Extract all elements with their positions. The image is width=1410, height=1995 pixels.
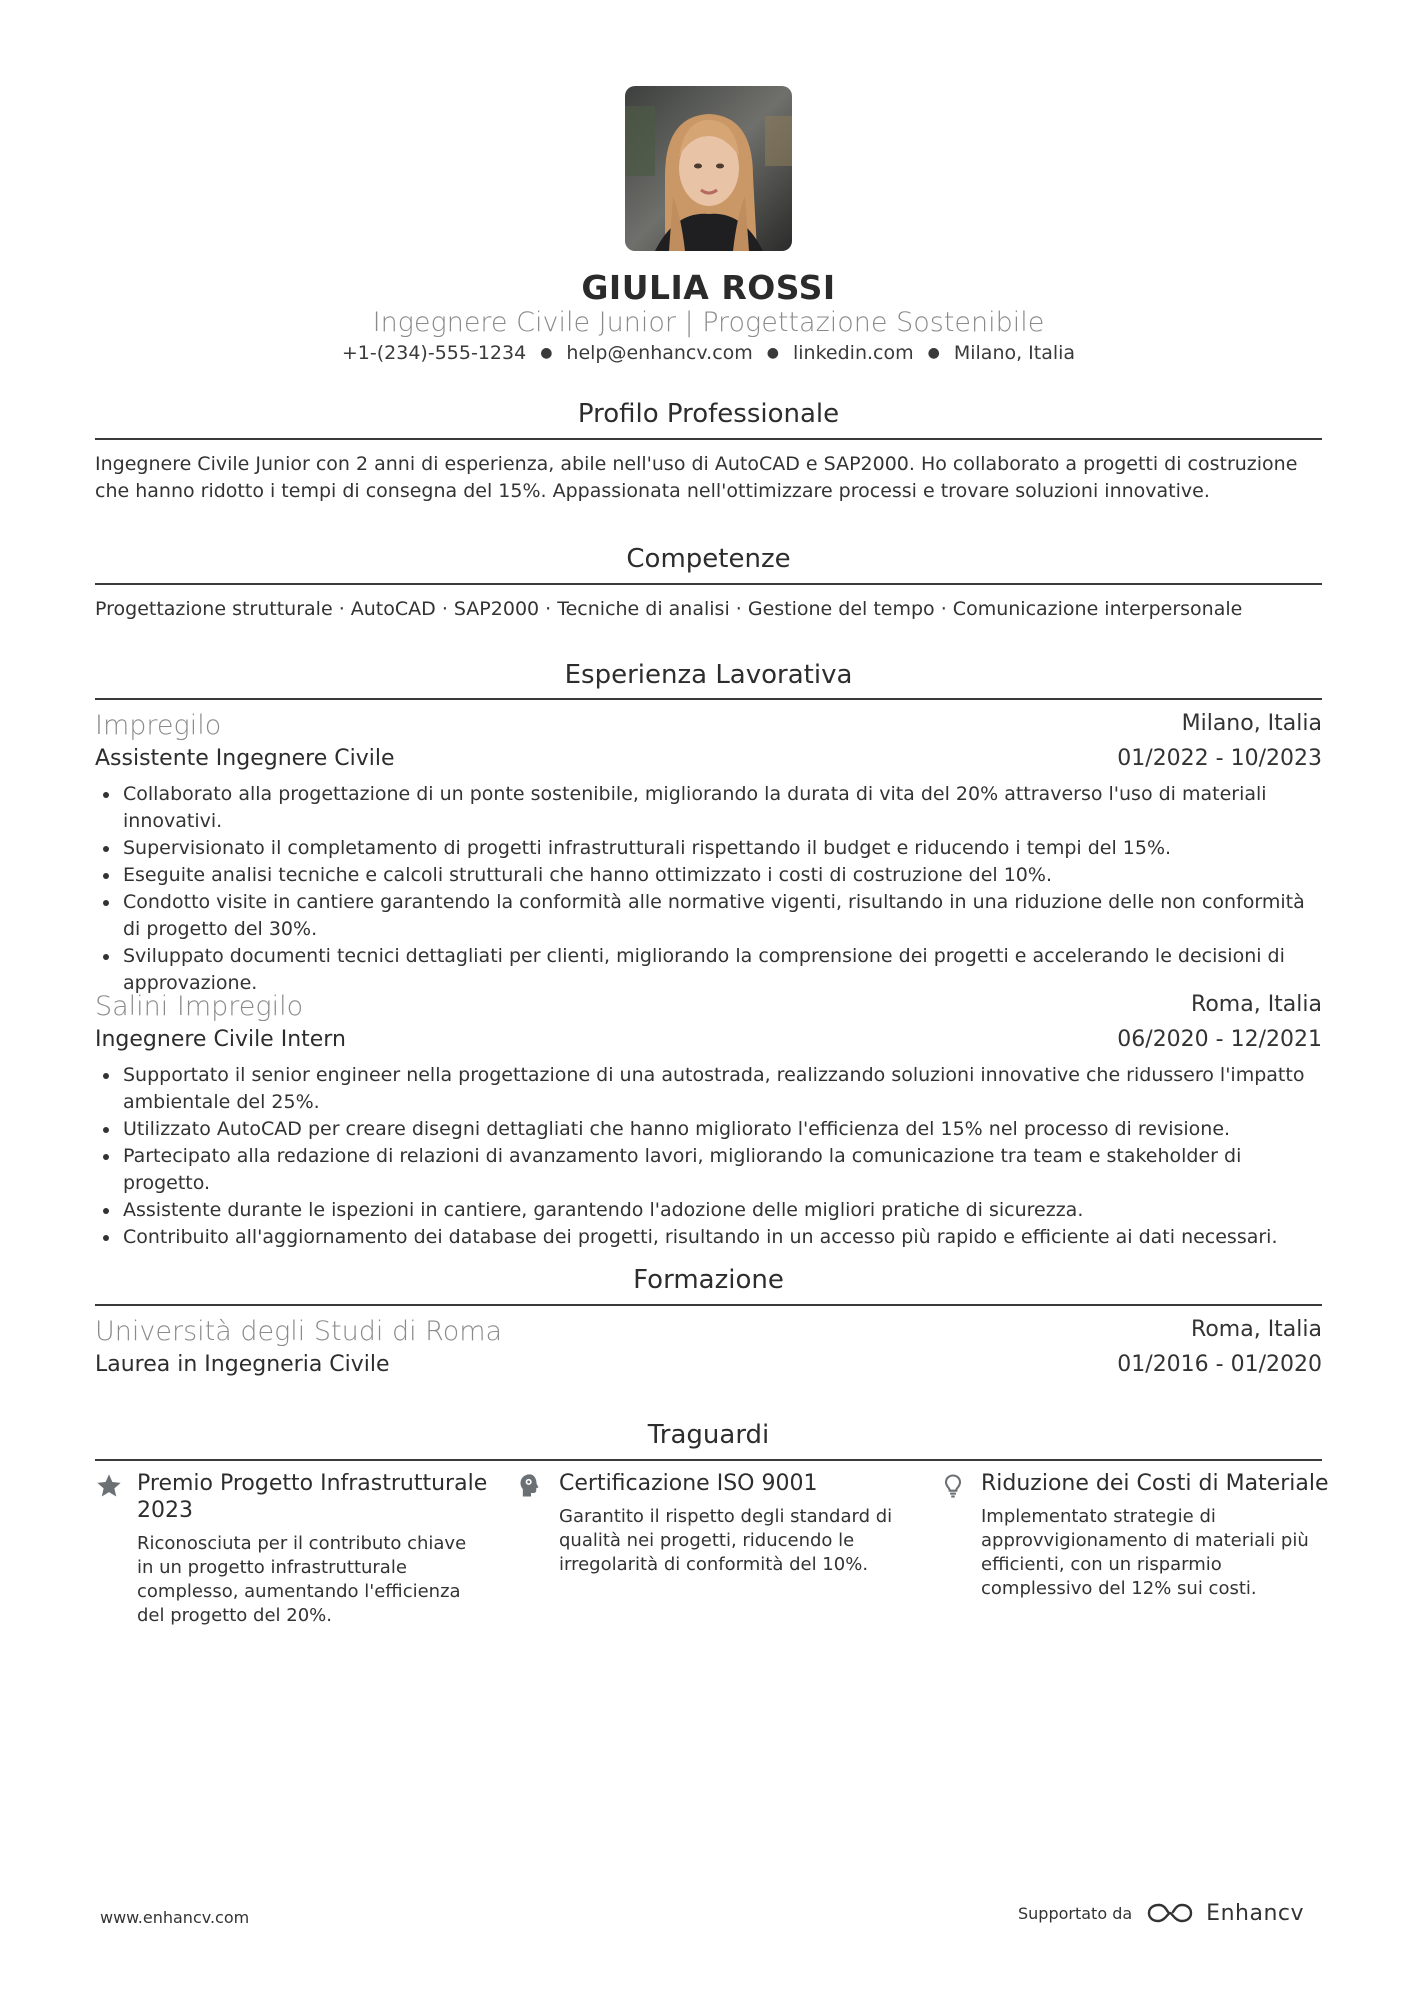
job-bullets	[95, 1062, 1322, 1251]
candidate-name: GIULIA ROSSI	[581, 268, 836, 307]
list-item: Supervisionato il completamento di progetti infrastrutturali rispettando il budget e riducendo i tempi del 15%.	[95, 835, 1322, 862]
achievement-title: Riduzione dei Costi di Materiale	[981, 1471, 1329, 1496]
section-divider	[95, 698, 1322, 700]
phone: +1-(234)-555-1234	[341, 342, 527, 364]
profile-photo	[625, 86, 792, 251]
head-brain-icon	[517, 1472, 545, 1500]
achievement-desc: Garantito il rispetto degli standard di qualità nei progetti, riducendo le irregolarità di conformità del 10%.	[559, 1506, 893, 1575]
job-dates: 06/2020 - 12/2021	[1117, 1027, 1322, 1052]
achievement-desc: Implementato strategie di approvvigionamento di materiali più efficienti, con un risparmio complessivo del 12% sui costi.	[981, 1506, 1309, 1599]
linkedin: linkedin.com	[793, 342, 914, 364]
section-title-achievements: Traguardi	[647, 1420, 770, 1450]
location: Milano, Italia	[953, 342, 1076, 364]
achievement-title: Certificazione ISO 9001	[559, 1471, 818, 1496]
resume-page	[95, 0, 1329, 1995]
footer-branding	[1018, 1900, 1304, 1926]
list-item: Assistente durante le ispezioni in cantiere, garantendo l'adozione delle migliori pratiche di sicurezza.	[95, 1197, 1322, 1224]
section-title-education: Formazione	[633, 1265, 784, 1295]
job-role: Ingegnere Civile Intern	[95, 1027, 346, 1052]
list-item: Collaborato alla progettazione di un ponte sostenibile, migliorando la durata di vita del 20% attraverso l'uso di materiali innovativi.	[95, 781, 1322, 835]
section-divider	[95, 438, 1322, 440]
list-item: Contribuito all'aggiornamento dei database dei progetti, risultando in un accesso più rapido e efficiente ai dati necessari.	[95, 1224, 1322, 1251]
contact-line	[95, 342, 1322, 364]
list-item: Condotto visite in cantiere garantendo la conformità alle normative vigenti, risultando in una riduzione delle non conformità di progetto del 30%.	[95, 889, 1322, 943]
list-item: Sviluppato documenti tecnici dettagliati per clienti, migliorando la comprensione dei progetti e accelerando le decisioni di approvazione.	[95, 943, 1322, 997]
skills-list: Progettazione strutturale · AutoCAD · SAP2000 · Tecniche di analisi · Gestione del tempo · Comunicazione interpersonale	[95, 598, 1243, 620]
job-company: Salini Impregilo	[95, 991, 304, 1022]
job-dates: 01/2022 - 10/2023	[1117, 746, 1322, 771]
star-icon	[95, 1472, 123, 1500]
email: help@enhancv.com	[566, 342, 753, 364]
job-location: Milano, Italia	[1181, 711, 1322, 736]
section-title-experience: Esperienza Lavorativa	[564, 660, 853, 690]
list-item: Supportato il senior engineer nella progettazione di una autostrada, realizzando soluzioni innovative che ridussero l'impatto ambientale del 25%.	[95, 1062, 1322, 1116]
school-location: Roma, Italia	[1191, 1317, 1322, 1342]
list-item: Utilizzato AutoCAD per creare disegni dettagliati che hanno migliorato l'efficienza del 15% nel processo di revisione.	[95, 1116, 1322, 1143]
education-dates: 01/2016 - 01/2020	[1117, 1352, 1322, 1377]
job-role: Assistente Ingegnere Civile	[95, 746, 395, 771]
section-divider	[95, 1304, 1322, 1306]
job-bullets	[95, 781, 1322, 997]
profile-summary: Ingegnere Civile Junior con 2 anni di esperienza, abile nell'uso di AutoCAD e SAP2000. Ho collaborato a progetti di costruzione che hanno ridotto i tempi di consegna del 15%. Appassionata nell'ottimizzare processi e trovare soluzioni innovative.	[95, 453, 1298, 502]
lightbulb-icon	[939, 1472, 967, 1500]
achievement-desc: Riconosciuta per il contributo chiave in un progetto infrastrutturale complesso, aumentando l'efficienza del progetto del 20%.	[137, 1533, 467, 1626]
separator-dot: ●	[540, 345, 553, 361]
job-location: Roma, Italia	[1191, 992, 1322, 1017]
achievement-title: Premio Progetto Infrastrutturale 2023	[137, 1471, 488, 1523]
enhancv-logo-icon	[1146, 1900, 1194, 1926]
candidate-title: Ingegnere Civile Junior | Progettazione Sostenibile	[372, 307, 1045, 338]
job-company: Impregilo	[95, 710, 222, 741]
separator-dot: ●	[927, 345, 940, 361]
list-item: Partecipato alla redazione di relazioni di avanzamento lavori, migliorando la comunicazione tra team e stakeholder di progetto.	[95, 1143, 1322, 1197]
separator-dot: ●	[766, 345, 779, 361]
section-title-skills: Competenze	[626, 544, 791, 574]
brand-name: Enhancv	[1206, 1900, 1304, 1926]
powered-by-label: Supportato da	[1018, 1903, 1133, 1923]
portrait-image	[625, 86, 792, 251]
list-item: Eseguite analisi tecniche e calcoli strutturali che hanno ottimizzato i costi di costruzione del 10%.	[95, 862, 1322, 889]
degree: Laurea in Ingegneria Civile	[95, 1352, 390, 1377]
section-divider	[95, 1459, 1322, 1461]
school-name: Università degli Studi di Roma	[95, 1316, 503, 1347]
section-divider	[95, 583, 1322, 585]
section-title-profile: Profilo Professionale	[577, 399, 840, 429]
footer-website[interactable]: www.enhancv.com	[100, 1908, 250, 1927]
